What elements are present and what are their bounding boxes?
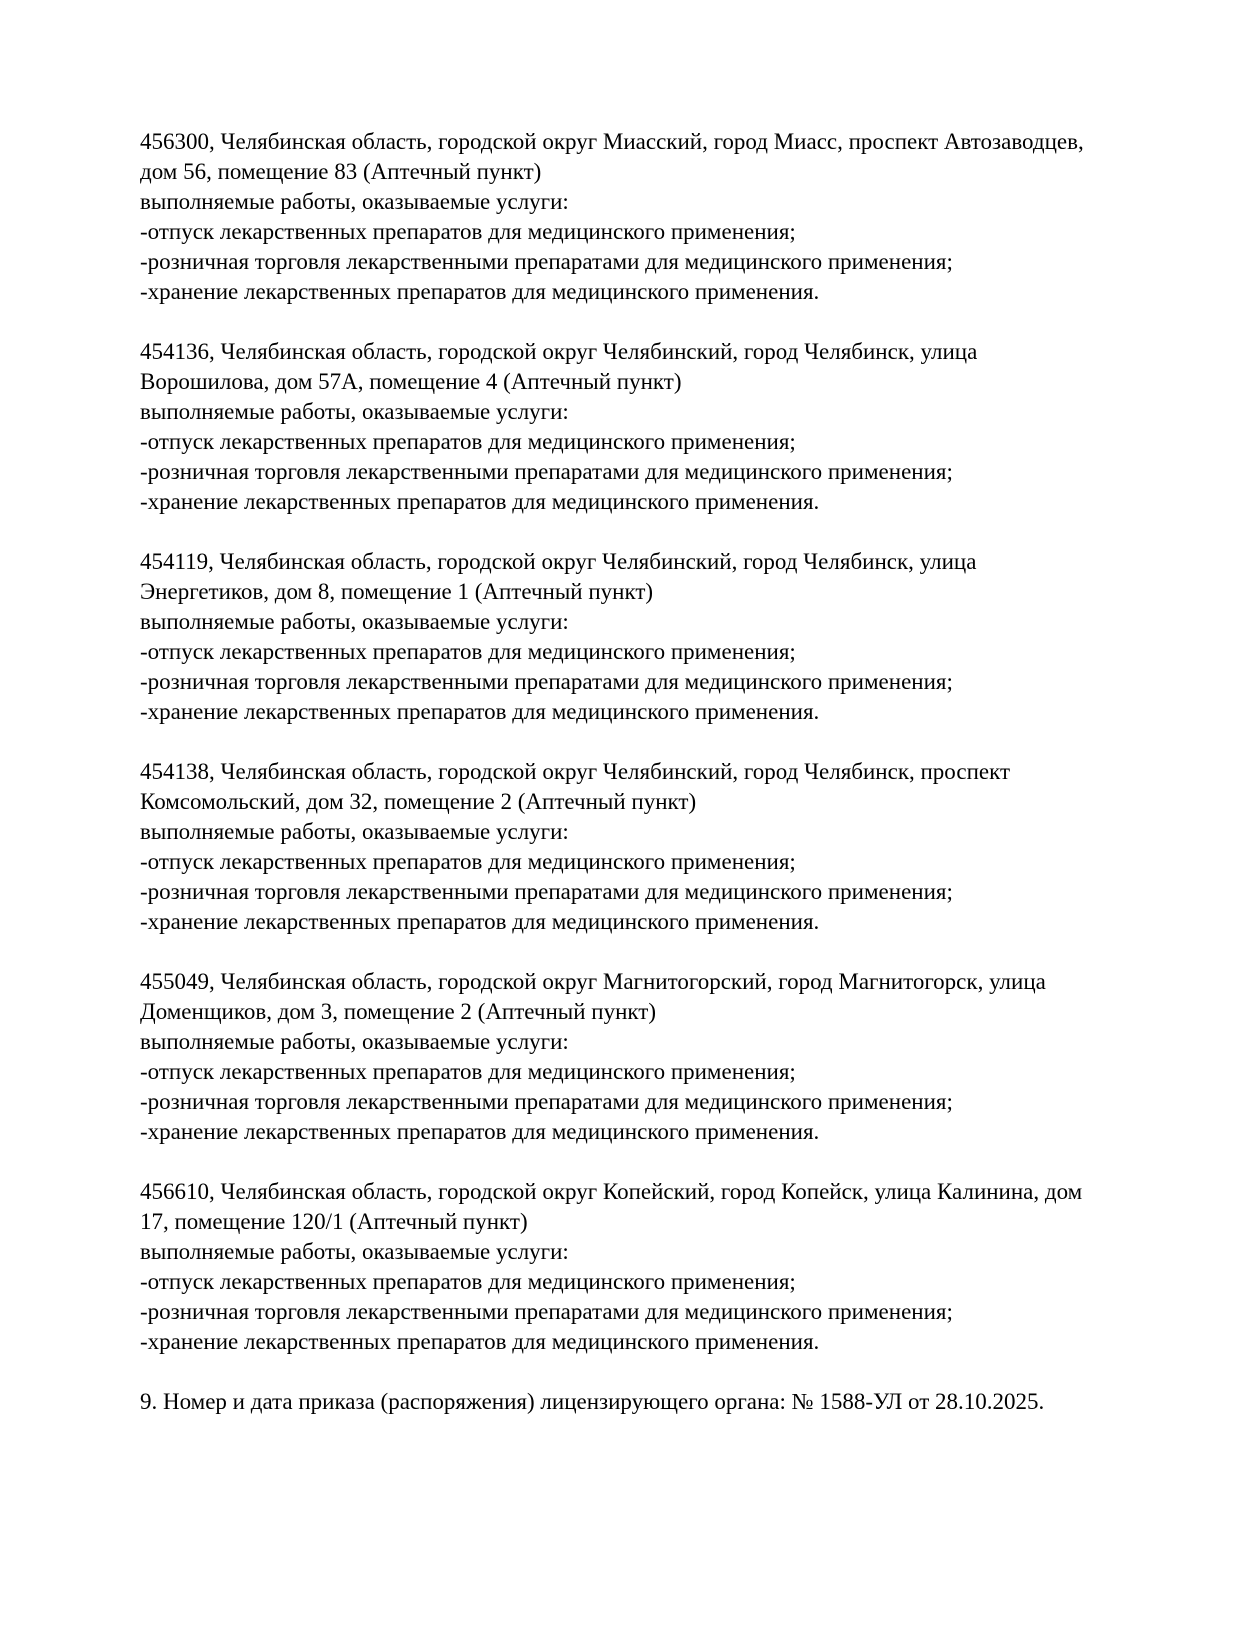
service-item: -отпуск лекарственных препаратов для медицинского применения; — [140, 1269, 796, 1294]
works-header: выполняемые работы, оказываемые услуги: — [140, 1029, 569, 1054]
service-item: -хранение лекарственных препаратов для медицинского применения. — [140, 699, 820, 724]
address-line: дом 56, помещение 83 (Аптечный пункт) — [140, 159, 542, 184]
address-block-454119 — [140, 547, 1200, 727]
service-item: -отпуск лекарственных препаратов для медицинского применения; — [140, 219, 796, 244]
service-item: -отпуск лекарственных препаратов для медицинского применения; — [140, 639, 796, 664]
service-item: -розничная торговля лекарственными препаратами для медицинского применения; — [140, 669, 953, 694]
order-number-line: 9. Номер и дата приказа (распоряжения) лицензирующего органа: № 1588-УЛ от 28.10.2025. — [140, 1389, 1045, 1414]
works-header: выполняемые работы, оказываемые услуги: — [140, 609, 569, 634]
address-line: Энергетиков, дом 8, помещение 1 (Аптечный пункт) — [140, 579, 654, 604]
address-block-455049 — [140, 967, 1200, 1147]
service-item: -розничная торговля лекарственными препаратами для медицинского применения; — [140, 1089, 953, 1114]
service-item: -хранение лекарственных препаратов для медицинского применения. — [140, 489, 820, 514]
address-line: 456300, Челябинская область, городской округ Миасский, город Миасс, проспект Автозаводцев, — [140, 129, 1084, 154]
works-header: выполняемые работы, оказываемые услуги: — [140, 189, 569, 214]
service-item: -хранение лекарственных препаратов для медицинского применения. — [140, 909, 820, 934]
service-item: -хранение лекарственных препаратов для медицинского применения. — [140, 1119, 820, 1144]
address-block-456610 — [140, 1177, 1200, 1357]
address-line: 17, помещение 120/1 (Аптечный пункт) — [140, 1209, 528, 1234]
service-item: -отпуск лекарственных препаратов для медицинского применения; — [140, 1059, 796, 1084]
service-item: -розничная торговля лекарственными препаратами для медицинского применения; — [140, 879, 953, 904]
address-block-454136 — [140, 337, 1200, 517]
address-block-454138 — [140, 757, 1200, 937]
works-header: выполняемые работы, оказываемые услуги: — [140, 1239, 569, 1264]
service-item: -розничная торговля лекарственными препаратами для медицинского применения; — [140, 249, 953, 274]
address-line: 454138, Челябинская область, городской округ Челябинский, город Челябинск, проспект — [140, 759, 1011, 784]
service-item: -хранение лекарственных препаратов для медицинского применения. — [140, 1329, 820, 1354]
works-header: выполняемые работы, оказываемые услуги: — [140, 399, 569, 424]
service-item: -хранение лекарственных препаратов для медицинского применения. — [140, 279, 820, 304]
address-line: 454119, Челябинская область, городской округ Челябинский, город Челябинск, улица — [140, 549, 977, 574]
address-line: 456610, Челябинская область, городской округ Копейский, город Копейск, улица Калинина, дом — [140, 1179, 1083, 1204]
address-line: Ворошилова, дом 57А, помещение 4 (Аптечный пункт) — [140, 369, 682, 394]
service-item: -розничная торговля лекарственными препаратами для медицинского применения; — [140, 459, 953, 484]
address-line: 455049, Челябинская область, городской округ Магнитогорский, город Магнитогорск, улица — [140, 969, 1046, 994]
address-line: Доменщиков, дом 3, помещение 2 (Аптечный пункт) — [140, 999, 657, 1024]
works-header: выполняемые работы, оказываемые услуги: — [140, 819, 569, 844]
service-item: -отпуск лекарственных препаратов для медицинского применения; — [140, 849, 796, 874]
service-item: -отпуск лекарственных препаратов для медицинского применения; — [140, 429, 796, 454]
service-item: -розничная торговля лекарственными препаратами для медицинского применения; — [140, 1299, 953, 1324]
address-line: 454136, Челябинская область, городской округ Челябинский, город Челябинск, улица — [140, 339, 978, 364]
address-line: Комсомольский, дом 32, помещение 2 (Аптечный пункт) — [140, 789, 697, 814]
address-block-456300 — [140, 127, 1200, 307]
